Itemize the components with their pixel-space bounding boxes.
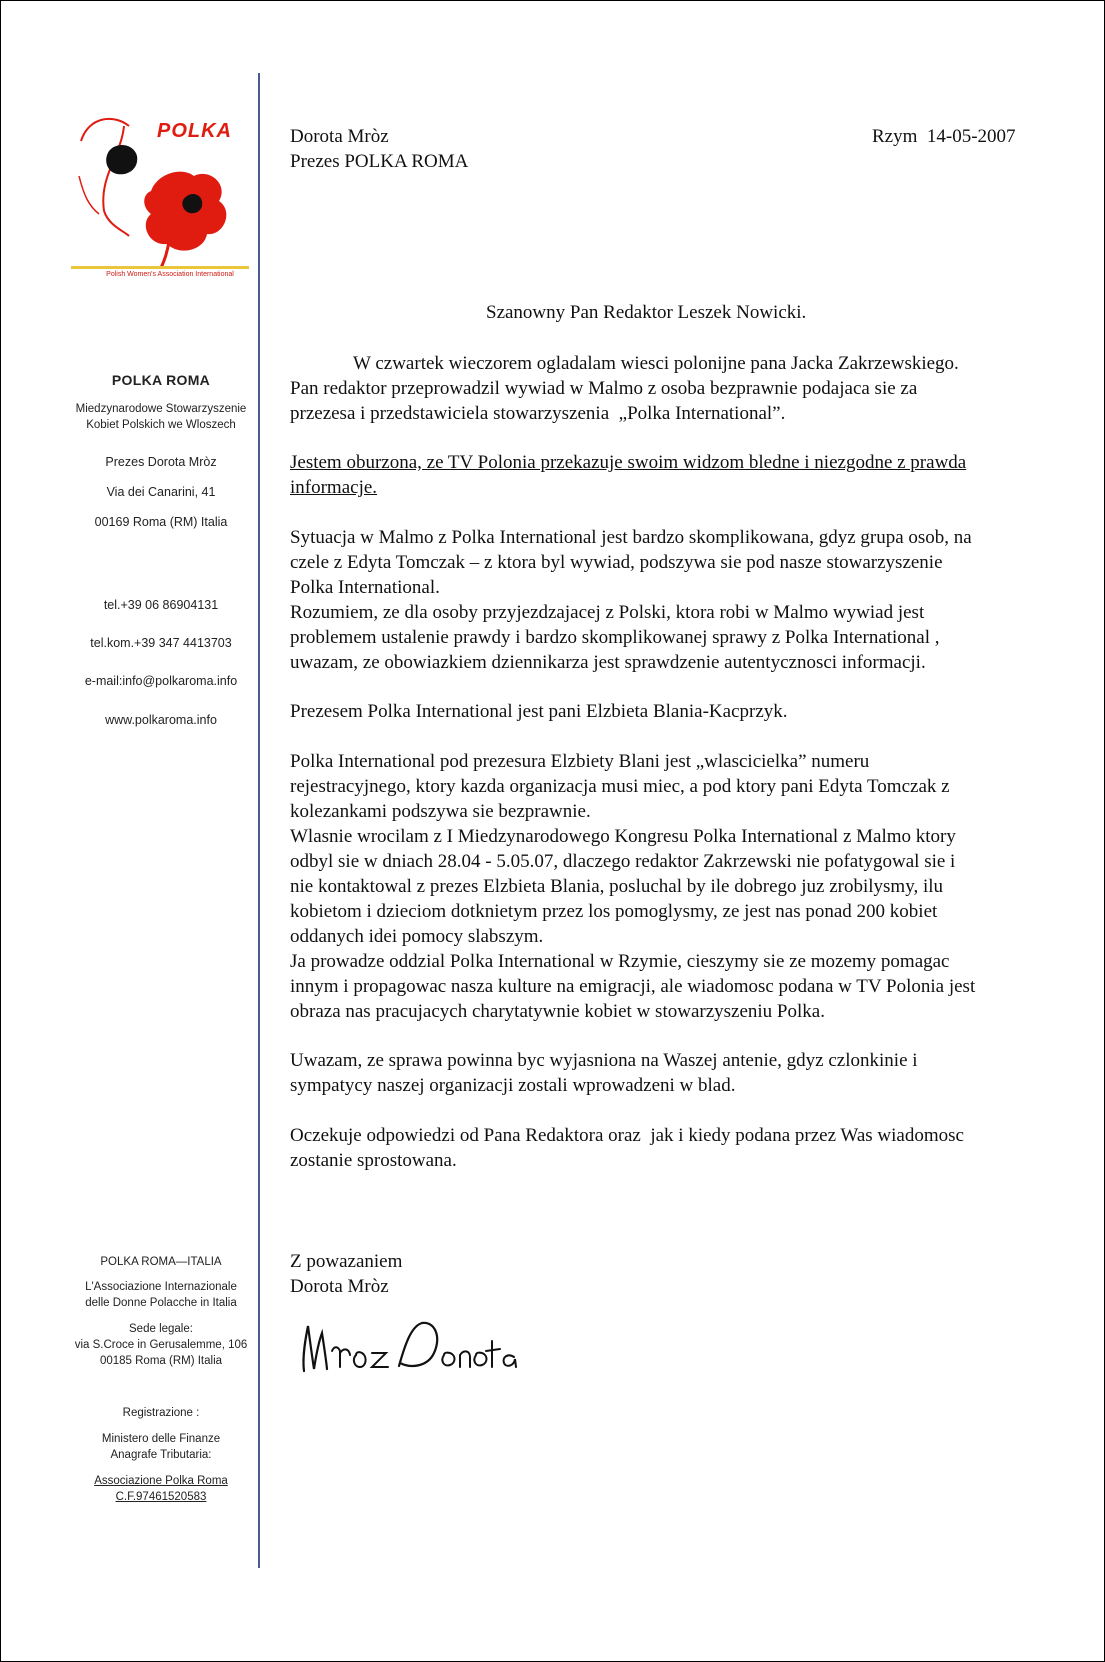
sender-title: Prezes POLKA ROMA (290, 151, 469, 172)
para5-line4: Wlasnie wrocilam z I Miedzynarodowego Kongresu Polka International z Malmo ktory (290, 826, 956, 847)
para3-line4: Rozumiem, ze dla osoby przyjezdzajacej z Polski, ktora robi w Malmo wywiad jest (290, 602, 925, 623)
para2-line1: Jestem oburzona, ze TV Polonia przekazuje swoim widzom bledne i niezgodne z prawda (290, 452, 967, 473)
salutation: Szanowny Pan Redaktor Leszek Nowicki. (486, 302, 807, 323)
address-line-1: Via dei Canarini, 41 (106, 485, 216, 499)
email-link[interactable]: e-mail:info@polkaroma.info (84, 674, 238, 688)
para3-line2: czele z Edyta Tomczak – z ktora byl wywiad, podszywa sie pod nasze stowarzyszenie (290, 552, 943, 573)
registration-line-1: Ministero delle Finanze (101, 1433, 221, 1445)
para5-line8: oddanych idei pomocy slabszym. (290, 926, 544, 947)
para3-line1: Sytuacja w Malmo z Polka International jest bardzo skomplikowana, gdyz grupa osob, na (290, 527, 972, 548)
footer-assoc-2: delle Donne Polacche in Italia (85, 1297, 237, 1309)
para6-line2: sympatycy naszej organizacji zostali wprowadzeni w blad. (290, 1075, 736, 1096)
para5-line10: innym i propagowac nasza kulture na emigracji, ale wiadomosc podana w TV Polonia jest (290, 976, 976, 997)
para3-line6: uwazam, ze obowiazkiem dziennikarza jest sprawdzenie autentycznosci informacji. (290, 652, 926, 673)
para5-line7: kobietom i dzieciom dotknietym przez los pomoglysmy, ze jest nas ponad 200 kobiet (290, 901, 938, 922)
org-desc-2: Kobiet Polskich we Wloszech (86, 419, 236, 431)
closing-name: Dorota Mròz (290, 1276, 389, 1297)
president-name: Prezes Dorota Mròz (105, 455, 217, 469)
para6-line1: Uwazam, ze sprawa powinna byc wyjasniona na Waszej antenie, gdyz czlonkinie i (290, 1050, 918, 1071)
registration-label: Registrazione : (122, 1407, 200, 1419)
logo-tagline: Polish Women's Association International (106, 271, 234, 278)
para2-line2: informacje. (290, 477, 378, 498)
registration-line-3: Associazione Polka Roma (94, 1475, 228, 1487)
para5-line9: Ja prowadze oddzial Polka International w Rzymie, cieszymy sie ze mozemy pomagac (290, 951, 950, 972)
tax-code: C.F.97461520583 (115, 1491, 207, 1503)
para5-line2: rejestracyjnego, ktory kazda organizacja musi miec, a pod ktory pani Edyta Tomczak z (290, 776, 950, 797)
handwritten-signature (294, 1311, 524, 1386)
footer-title: POLKA ROMA—ITALIA (100, 1256, 222, 1268)
sender-name: Dorota Mròz (290, 126, 389, 147)
para3-line3: Polka International. (290, 577, 440, 598)
para1-line3: przezesa i przedstawiciela stowarzyszenia „Polka International”. (290, 403, 786, 424)
phone: tel.+39 06 86904131 (103, 598, 219, 612)
para4-line1: Prezesem Polka International jest pani Elzbieta Blania-Kacprzyk. (290, 701, 788, 722)
para5-line6: nie kontaktowal z prezes Elzbieta Blania, posluchal by ile dobrego juz zrobilysmy, ilu (290, 876, 944, 897)
polka-logo (69, 96, 254, 286)
letter-body (290, 1, 1030, 1661)
org-name: POLKA ROMA (111, 372, 211, 388)
registration-line-2: Anagrafe Tributaria: (110, 1449, 212, 1461)
closing: Z powazaniem (290, 1251, 403, 1272)
para1-line1: W czwartek wieczorem ogladalam wiesci polonijne pana Jacka Zakrzewskiego. (353, 353, 959, 374)
para3-line5: problemem ustalenie prawdy i bardzo skomplikowanej sprawy z Polka International , (290, 627, 940, 648)
mobile-phone: tel.kom.+39 347 4413703 (90, 636, 232, 650)
para5-line5: odbyl sie w dniach 28.04 - 5.05.07, dlaczego redaktor Zakrzewski nie pofatygowal sie i (290, 851, 956, 872)
footer-assoc-1: L'Associazione Internazionale (85, 1281, 237, 1293)
vertical-divider (258, 73, 260, 1568)
para5-line11: obraza nas pracujacych charytatywnie kobiet w stowarzyszeniu Polka. (290, 1001, 825, 1022)
para5-line3: kolezankami podszywa sie bezprawnie. (290, 801, 591, 822)
place-date: Rzym 14-05-2007 (872, 126, 1016, 147)
sede-address-2: 00185 Roma (RM) Italia (99, 1355, 223, 1367)
sede-label: Sede legale: (129, 1323, 193, 1335)
letterhead-sidebar (61, 76, 261, 1576)
para1-line2: Pan redaktor przeprowadzil wywiad w Malmo z osoba bezprawnie podajaca sie za (290, 378, 918, 399)
org-desc-1: Miedzynarodowe Stowarzyszenie (75, 403, 247, 415)
website-link[interactable]: www.polkaroma.info (105, 713, 217, 727)
sede-address-1: via S.Croce in Gerusalemme, 106 (74, 1339, 248, 1351)
para7-line1: Oczekuje odpowiedzi od Pana Redaktora oraz jak i kiedy podana przez Was wiadomosc (290, 1125, 964, 1146)
logo-wordmark: POLKA (157, 120, 232, 142)
para5-line1: Polka International pod prezesura Elzbiety Blani jest „wlascicielka” numeru (290, 751, 870, 772)
para7-line2: zostanie sprostowana. (290, 1150, 457, 1171)
address-line-2: 00169 Roma (RM) Italia (94, 515, 228, 529)
